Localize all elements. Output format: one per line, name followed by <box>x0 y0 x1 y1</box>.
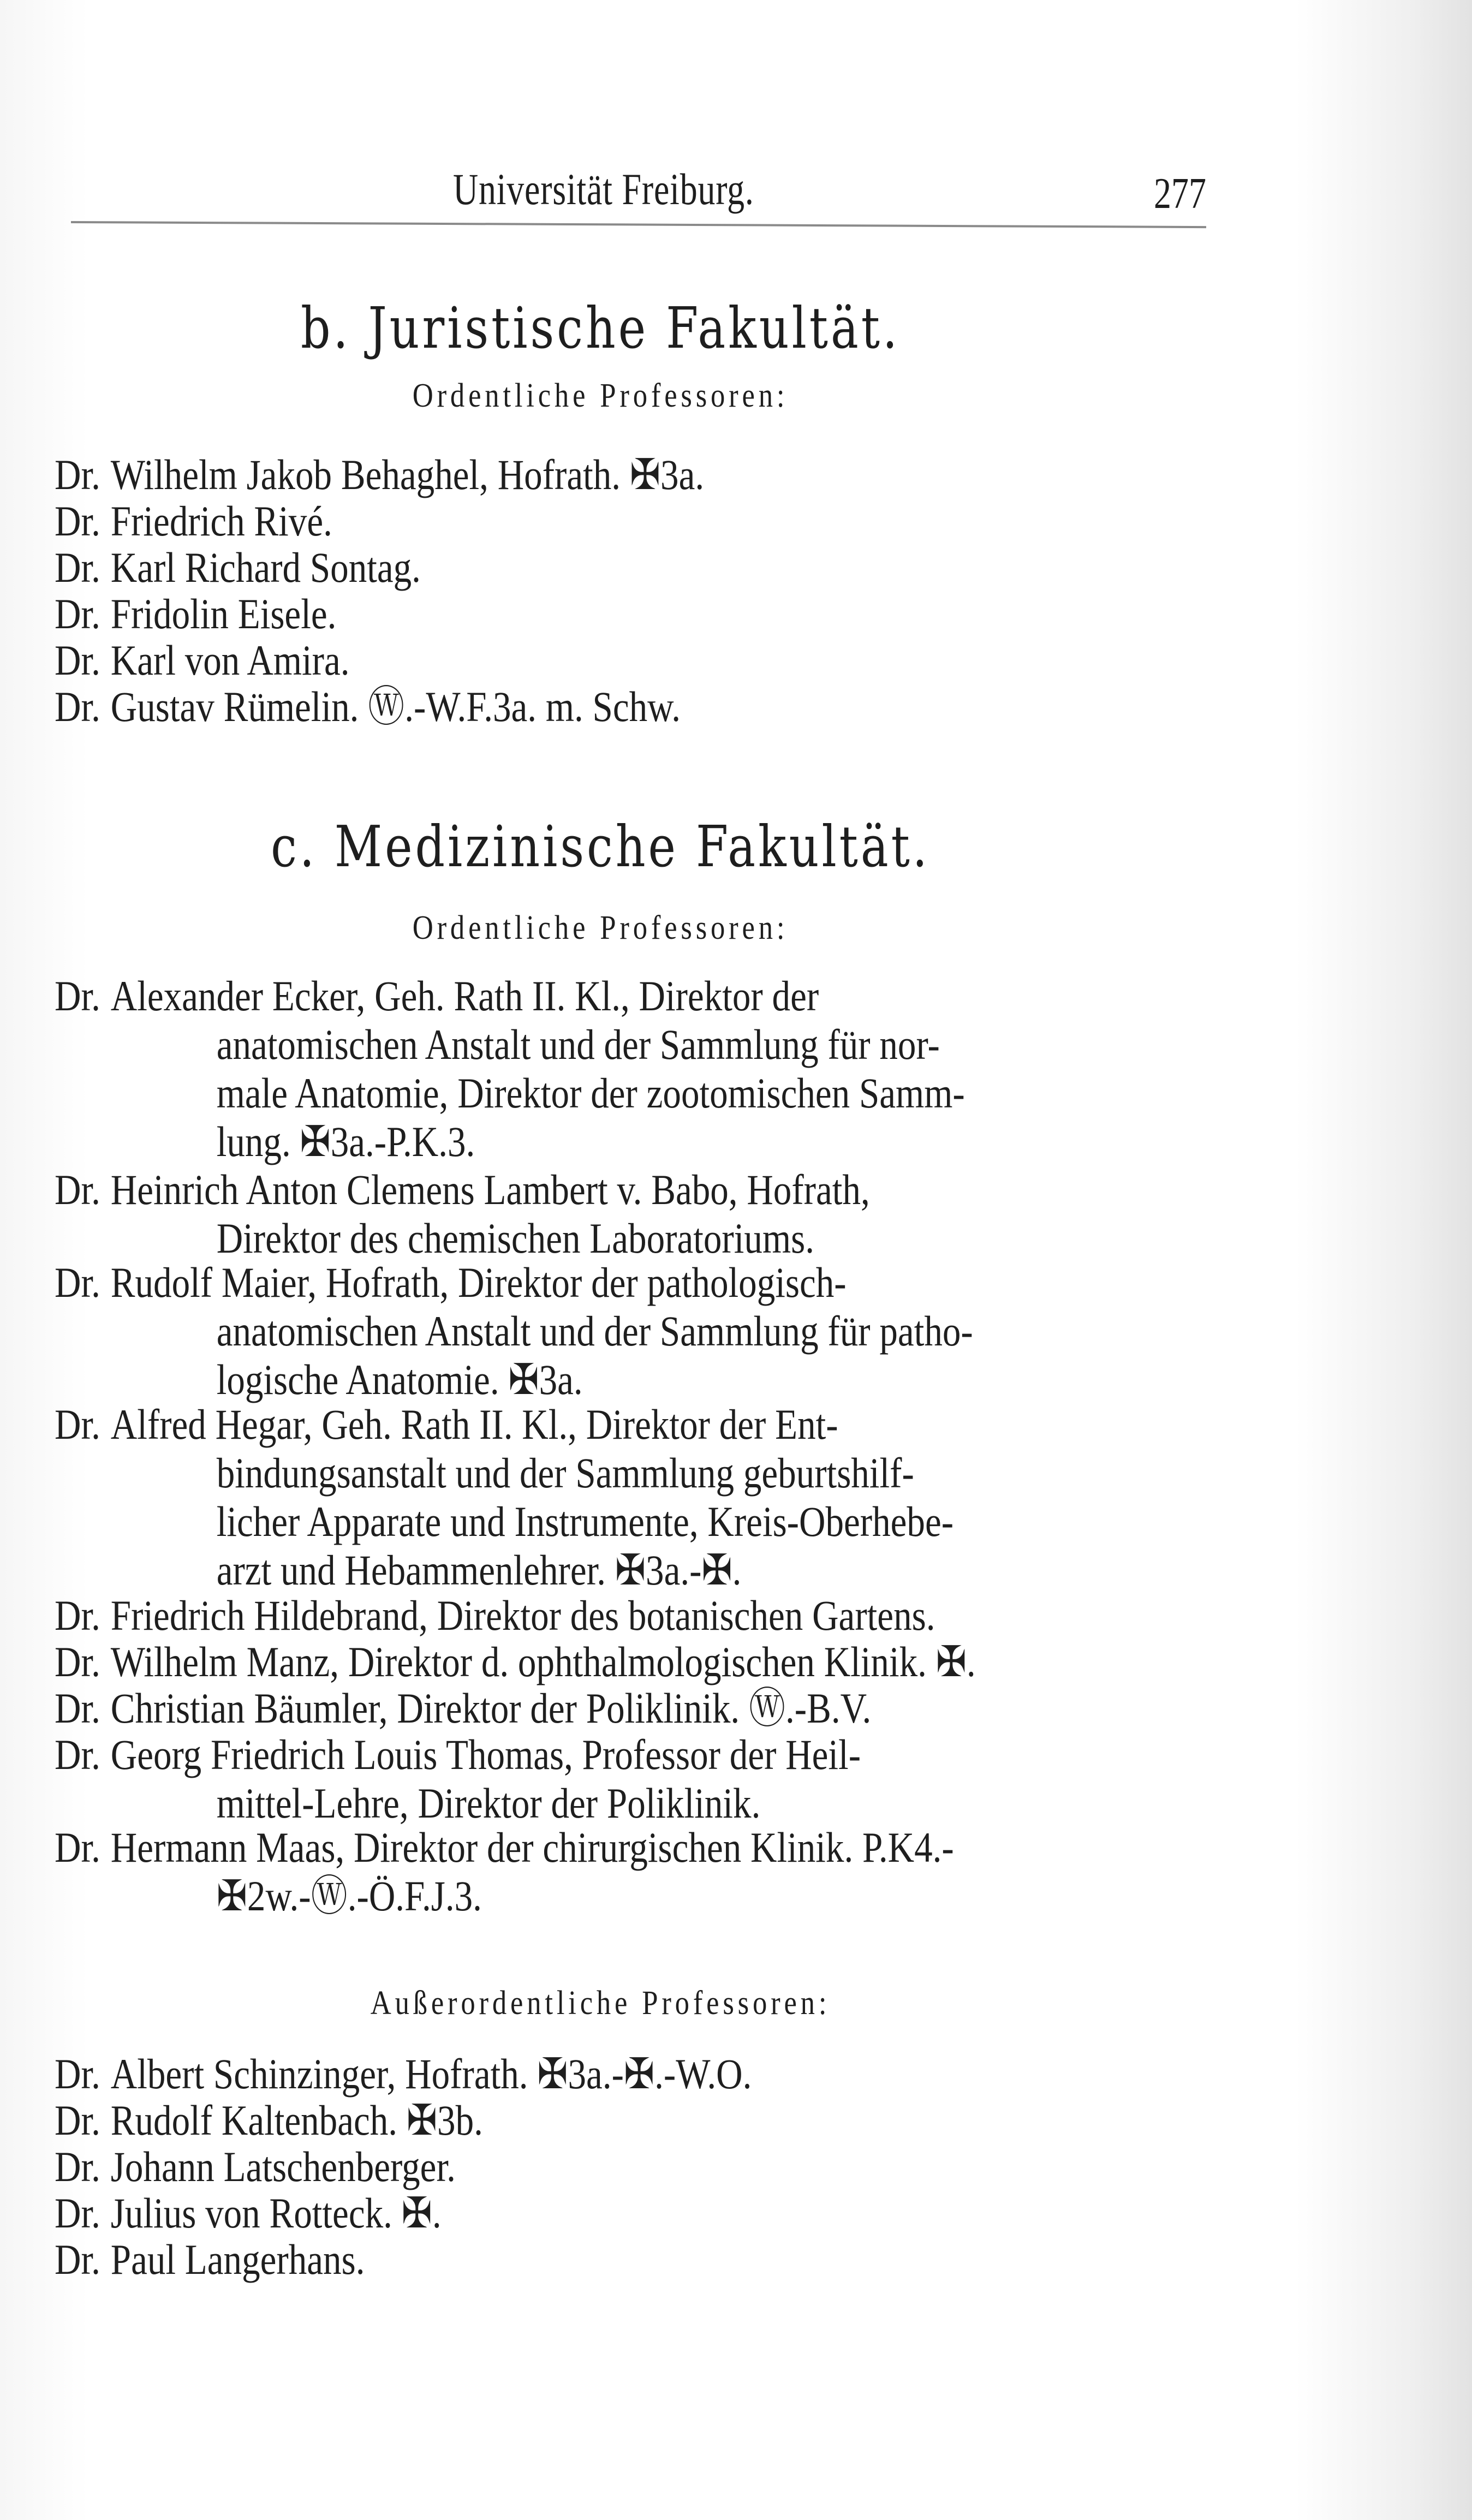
title-prefix: Dr. <box>55 2189 100 2237</box>
running-title: Universität Freiburg. <box>453 164 754 214</box>
title-prefix: Dr. <box>55 1638 100 1685</box>
entry-text: Karl Richard Sontag. <box>110 544 421 591</box>
title-prefix: Dr. <box>55 497 100 545</box>
entry-text: Georg Friedrich Louis Thomas, Professor der Heil- <box>110 1731 861 1778</box>
entry-text: Friedrich Rivé. <box>110 497 332 545</box>
title-prefix: Dr. <box>55 636 100 684</box>
subsection-heading-ordentliche: Ordentliche Professoren: <box>412 377 789 414</box>
title-prefix: Dr. <box>55 2096 100 2144</box>
title-prefix: Dr. <box>55 2143 100 2190</box>
entry-text: Heinrich Anton Clemens Lambert v. Babo, Hofrath, <box>110 1166 870 1213</box>
professor-entry <box>55 2050 1201 2098</box>
professor-entry <box>55 1684 1201 1732</box>
entry-continuation: arzt und Hebammenlehrer. ✠3a.-✠. <box>216 1546 742 1594</box>
professor-entry <box>55 1400 1201 1594</box>
title-prefix: Dr. <box>55 590 100 638</box>
entry-text: Rudolf Maier, Hofrath, Direktor der pathologisch- <box>110 1259 847 1306</box>
header-rule <box>71 221 1206 228</box>
entry-continuation: bindungsanstalt und der Sammlung geburtshilf- <box>216 1449 914 1497</box>
entry-continuation: anatomischen Anstalt und der Sammlung für patho- <box>216 1307 973 1355</box>
entry-continuation: lung. ✠3a.-P.K.3. <box>216 1118 475 1165</box>
title-prefix: Dr. <box>55 683 100 730</box>
professor-entry <box>55 589 1201 638</box>
title-prefix: Dr. <box>55 1592 100 1639</box>
section-title-medizin: c. Medizinische Fakultät. <box>271 813 930 880</box>
title-prefix: Dr. <box>55 1166 100 1213</box>
title-prefix: Dr. <box>55 2236 100 2283</box>
entry-text: Christian Bäumler, Direktor der Poliklinik. Ⓦ.-B.V. <box>110 1684 872 1732</box>
professor-entry <box>55 543 1201 592</box>
entry-text: Julius von Rotteck. ✠. <box>110 2189 442 2237</box>
entry-text: Wilhelm Jakob Behaghel, Hofrath. ✠3a. <box>110 451 705 498</box>
entry-continuation: licher Apparate und Instrumente, Kreis-Oberhebe- <box>216 1498 954 1545</box>
entry-text: Johann Latschenberger. <box>110 2143 456 2190</box>
title-prefix: Dr. <box>55 1731 100 1778</box>
title-prefix: Dr. <box>55 1824 100 1871</box>
entry-text: Friedrich Hildebrand, Direktor des botanischen Gartens. <box>110 1592 935 1639</box>
entry-text: Hermann Maas, Direktor der chirurgischen Klinik. P.K4.- <box>110 1824 954 1871</box>
entry-text: Albert Schinzinger, Hofrath. ✠3a.-✠.-W.O. <box>110 2050 752 2098</box>
entry-continuation: ✠2w.-Ⓦ.-Ö.F.J.3. <box>216 1872 482 1920</box>
professor-entry <box>55 1637 1201 1686</box>
professor-entry <box>55 2096 1201 2144</box>
entry-continuation: anatomischen Anstalt und der Sammlung für nor- <box>216 1021 940 1068</box>
entry-continuation: mittel-Lehre, Direktor der Poliklinik. <box>216 1779 761 1827</box>
professor-entry <box>55 636 1201 684</box>
professor-entry <box>55 682 1201 731</box>
professor-entry <box>55 2142 1201 2191</box>
entry-text: Karl von Amira. <box>110 636 350 684</box>
title-prefix: Dr. <box>55 1684 100 1732</box>
professor-entry <box>55 1165 1201 1262</box>
professor-entry <box>55 450 1201 499</box>
title-prefix: Dr. <box>55 2050 100 2098</box>
subsection-heading-ausserordentliche: Außerordentliche Professoren: <box>370 1985 831 2022</box>
professor-entry <box>55 2189 1201 2237</box>
entry-continuation: logische Anatomie. ✠3a. <box>216 1356 583 1403</box>
subsection-heading-ordentliche: Ordentliche Professoren: <box>412 909 789 946</box>
professor-entry <box>55 1591 1201 1640</box>
professor-entry <box>55 497 1201 545</box>
page-header <box>126 164 1206 218</box>
entry-text: Rudolf Kaltenbach. ✠3b. <box>110 2096 483 2144</box>
section-title-jurist: b. Juristische Fakultät. <box>301 295 900 361</box>
title-prefix: Dr. <box>55 1259 100 1306</box>
entry-continuation: Direktor des chemischen Laboratoriums. <box>216 1214 814 1262</box>
entry-text: Wilhelm Manz, Direktor d. ophthalmologischen Klinik. ✠. <box>110 1638 976 1685</box>
professor-entry <box>55 1258 1201 1404</box>
professor-entry <box>55 972 1201 1166</box>
entry-continuation: male Anatomie, Direktor der zootomischen Samm- <box>216 1069 965 1117</box>
professor-entry <box>55 1730 1201 1827</box>
title-prefix: Dr. <box>55 544 100 591</box>
entry-text: Fridolin Eisele. <box>110 590 337 638</box>
professor-entry <box>55 2235 1201 2284</box>
title-prefix: Dr. <box>55 1401 100 1448</box>
page-number: 277 <box>1154 170 1206 218</box>
title-prefix: Dr. <box>55 972 100 1020</box>
entry-text: Alfred Hegar, Geh. Rath II. Kl., Direktor der Ent- <box>110 1401 838 1448</box>
entry-text: Alexander Ecker, Geh. Rath II. Kl., Direktor der <box>110 972 819 1020</box>
entry-text: Gustav Rümelin. Ⓦ.-W.F.3a. m. Schw. <box>110 683 681 730</box>
title-prefix: Dr. <box>55 451 100 498</box>
professor-entry <box>55 1823 1201 1920</box>
entry-text: Paul Langerhans. <box>110 2236 365 2283</box>
